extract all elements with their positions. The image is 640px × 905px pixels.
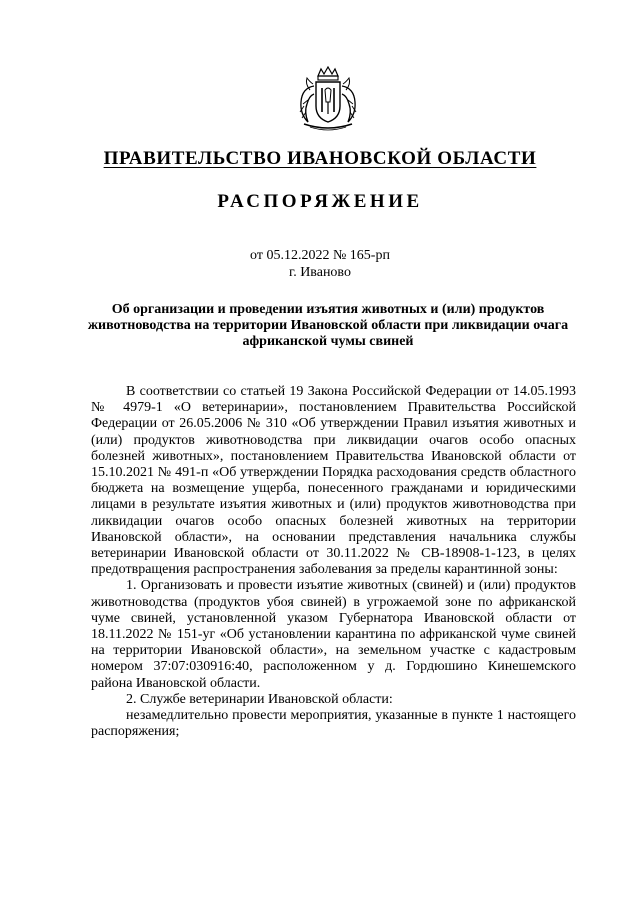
document-type: РАСПОРЯЖЕНИЕ xyxy=(217,191,423,212)
item-1-paragraph: 1. Организовать и провести изъятие животных (свиней) и (или) продуктов животноводства (продуктов убоя свиней) в угрожаемой зоне по африканской чуме свиней, установленной указом Губернатора Ивановской области от 18.11.2022 № 151-уг «Об установлении карантина по африканской чуме свиней на территории Ивановской области», на земельном участке с кадастровым номером 37:07:030916:40, расположенном у д. Гордюшино Кинешемского района Ивановской области. xyxy=(91,578,576,691)
item-2-paragraph: 2. Службе ветеринарии Ивановской области: xyxy=(126,691,393,707)
item-2-sub-paragraph: незамедлительно провести мероприятия, указанные в пункте 1 настоящего распоряжения; xyxy=(91,708,576,740)
document-date-number: от 05.12.2022 № 165-рп xyxy=(250,248,390,263)
document-body xyxy=(91,384,576,740)
document-subject: Об организации и проведении изъятия животных и (или) продуктов животноводства на территории Ивановской области при ликвидации очага африканской чумы свиней xyxy=(87,302,569,349)
document-city: г. Иваново xyxy=(289,265,351,280)
preamble-paragraph: В соответствии со статьей 19 Закона Российской Федерации от 14.05.1993 № 4979-1 «О ветеринарии», постановлением Правительства Российской Федерации от 26.05.2006 № 310 «Об утверждении Правил изъятия животных и (или) продуктов животноводства при ликвидации очагов особо опасных болезней животных», постановлением Правительства Ивановской области от 15.10.2021 № 491-п «Об утверждении Порядка расходования средств областного бюджета на возмещение ущерба, понесенного гражданами и юридическими лицами в результате изъятия животных и (или) продуктов животноводства при ликвидации очагов особо опасных болезней животных на территории Ивановской области», на основании представления начальника службы ветеринарии Ивановской области от 30.11.2022 № СВ-18908-1-123, в целях предотвращения распространения заболевания за пределы карантинной зоны: xyxy=(91,384,576,578)
ivanovo-coat-of-arms-icon xyxy=(296,66,360,134)
government-title: ПРАВИТЕЛЬСТВО ИВАНОВСКОЙ ОБЛАСТИ xyxy=(103,148,537,169)
